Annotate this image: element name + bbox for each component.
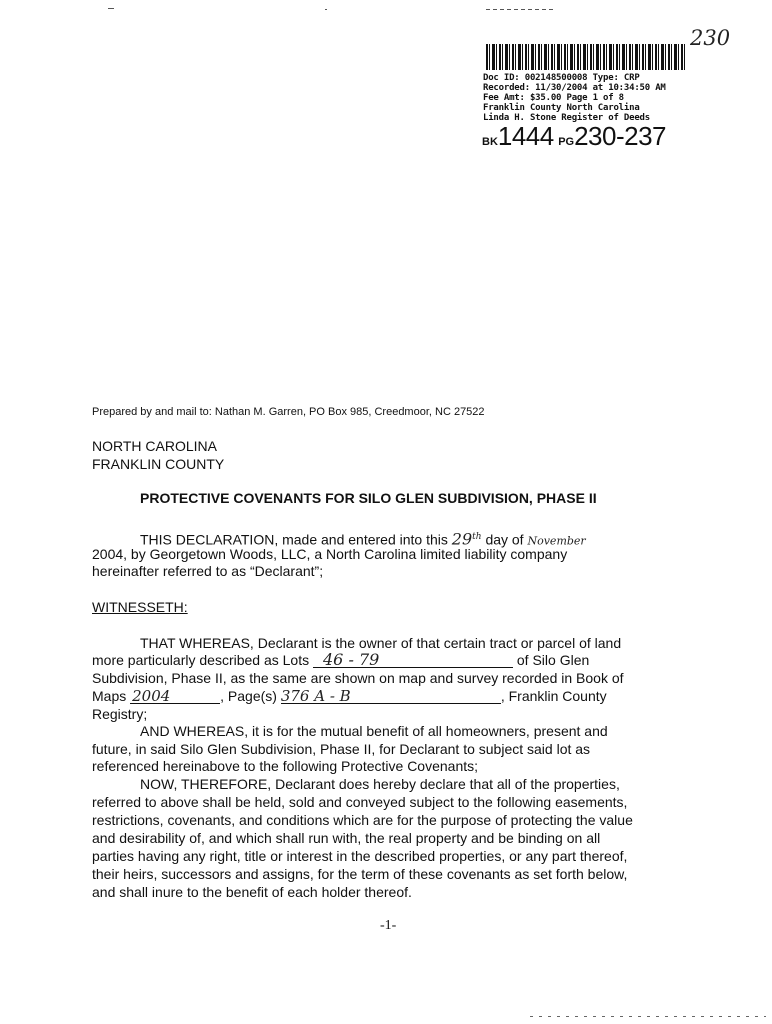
state-heading: NORTH CAROLINA [92, 438, 217, 454]
lots-label: more particularly described as Lots [92, 652, 310, 668]
whereas2-line-1: AND WHEREAS, it is for the mutual benefit of all homeowners, present and [140, 723, 608, 739]
whereas1-line-2 [92, 652, 589, 669]
declaration-line-2: 2004, by Georgetown Woods, LLC, a North Carolina limited liability company [92, 546, 568, 562]
page-number: -1- [380, 918, 397, 933]
barcode [486, 44, 686, 70]
pages-label: , Page(s) [220, 688, 277, 704]
stamp-doc-id: Doc ID: 002148500008 Type: CRP [483, 73, 640, 83]
whereas2-line-2: future, in said Silo Glen Subdivision, Phase II, for Declarant to subject said lot as [92, 741, 591, 757]
now-therefore-line-4: and desirability of, and which shall run with, the real property and be binding on all [92, 830, 601, 846]
whereas1-line-4 [92, 688, 607, 705]
scan-mark [486, 9, 556, 10]
scan-mark [325, 9, 327, 10]
pg-label: PG [558, 136, 575, 148]
document-title: PROTECTIVE COVENANTS FOR SILO GLEN SUBDIVISION, PHASE II [140, 490, 597, 506]
declaration-text: THIS DECLARATION, made and entered into this [140, 531, 448, 548]
book-page-reference [482, 121, 666, 152]
county-heading: FRANKLIN COUNTY [92, 456, 225, 472]
stamp-county: Franklin County North Carolina [483, 103, 640, 113]
bk-number: 1444 [497, 121, 554, 151]
lots-suffix: of Silo Glen [516, 652, 590, 668]
day-suffix: th [472, 532, 482, 542]
month-value: November [527, 534, 586, 548]
pg-number: 230-237 [574, 121, 667, 151]
now-therefore-line-6: their heirs, successors and assigns, for the term of these covenants as set forth below, [92, 866, 628, 882]
whereas1-line-3: Subdivision, Phase II, as the same are shown on map and survey recorded in Book of [92, 670, 624, 686]
whereas2-line-3: referenced hereinabove to the following Protective Covenants; [92, 758, 479, 774]
now-therefore-line-5: parties having any right, title or interest in the described properties, or any part thereof, [92, 848, 628, 864]
declaration-line-3: hereinafter referred to as “Declarant”; [92, 563, 324, 579]
now-therefore-line-7: and shall inure to the benefit of each holder thereof. [92, 884, 412, 900]
scan-mark [108, 8, 114, 9]
stamp-register: Linda H. Stone Register of Deeds [483, 113, 650, 123]
lots-value: 46 - 79 [313, 653, 513, 668]
now-therefore-line-2: referred to above shall be held, sold and conveyed subject to the following easements, [92, 794, 628, 810]
bk-label: BK [482, 136, 498, 148]
whereas1-line-1: THAT WHEREAS, Declarant is the owner of that certain tract or parcel of land [140, 635, 622, 651]
stamp-fee: Fee Amt: $35.00 Page 1 of 8 [483, 93, 624, 103]
handwritten-page-number: 230 [690, 26, 731, 50]
pages-value: 376 A - B [281, 689, 501, 704]
registry-label: , Franklin County [500, 688, 607, 704]
day-value: 29 [451, 529, 473, 549]
maps-label: Maps [92, 688, 127, 704]
day-of-label: day of [485, 531, 524, 548]
now-therefore-line-1: NOW, THEREFORE, Declarant does hereby declare that all of the properties, [140, 776, 620, 792]
now-therefore-line-3: restrictions, covenants, and conditions which are for the purpose of protecting the value [92, 812, 633, 828]
book-value: 2004 [130, 689, 220, 704]
scan-mark [530, 1016, 766, 1017]
stamp-recorded: Recorded: 11/30/2004 at 10:34:50 AM [483, 83, 666, 93]
witnesseth-heading: WITNESSETH: [92, 599, 188, 615]
prepared-by-line: Prepared by and mail to: Nathan M. Garren, PO Box 985, Creedmoor, NC 27522 [92, 406, 485, 418]
whereas1-line-5: Registry; [92, 706, 148, 722]
